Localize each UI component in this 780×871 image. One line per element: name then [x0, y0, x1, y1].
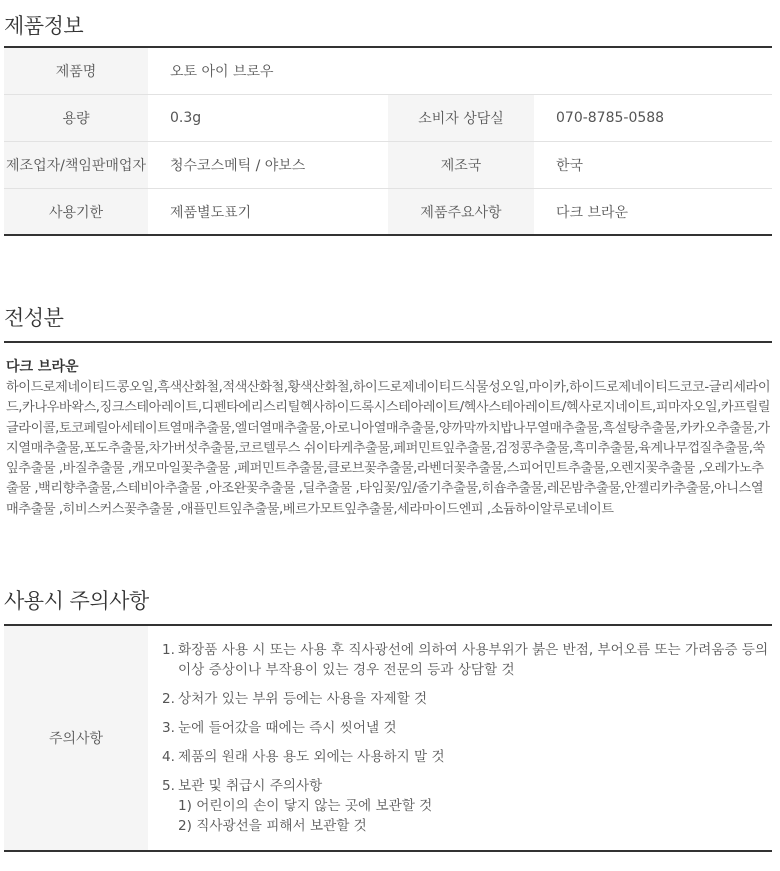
main-notes-label: 제품주요사항: [388, 189, 534, 236]
country-value: 한국: [534, 142, 772, 189]
caution-title: 사용시 주의사항: [4, 589, 149, 613]
main-notes-value: 다크 브라운: [534, 189, 772, 236]
list-item: [162, 640, 772, 680]
item-text: 상처가 있는 부위 등에는 사용을 자제할 것: [178, 691, 428, 707]
ingredients-subtitle: 다크 브라운: [6, 359, 79, 375]
table-row: [4, 95, 772, 142]
caution-list: [148, 626, 772, 850]
expiry-label: 사용기한: [4, 189, 148, 236]
item-number: 3.: [162, 720, 175, 736]
item-number: 2.: [162, 691, 175, 707]
table-row: [4, 48, 772, 95]
item-text: 보관 및 취급시 주의사항: [178, 778, 323, 794]
item-number: 4.: [162, 749, 175, 765]
product-info-title: 제품정보: [4, 14, 84, 38]
sub-item: 2) 직사광선을 피해서 보관할 것: [178, 818, 367, 834]
caution-table: [4, 626, 772, 852]
customer-service-value: 070-8785-0588: [534, 95, 772, 142]
customer-service-label: 소비자 상담실: [388, 95, 534, 142]
list-item: [162, 776, 772, 836]
manufacturer-label: 제조업자/책임판매업자: [4, 142, 148, 189]
item-text: 눈에 들어갔을 때에는 즉시 씻어낼 것: [178, 720, 397, 736]
list-item: [162, 747, 772, 767]
volume-label: 용량: [4, 95, 148, 142]
item-number: 1.: [162, 642, 175, 658]
item-text: 제품의 원래 사용 용도 외에는 사용하지 말 것: [178, 749, 445, 765]
product-info-table: [4, 48, 772, 236]
product-name-label: 제품명: [4, 48, 148, 95]
product-name-value: 오토 아이 브로우: [148, 48, 772, 95]
table-row: [4, 189, 772, 236]
table-row: [4, 142, 772, 189]
list-item: [162, 689, 772, 709]
ingredients-text: 하이드로제네이티드콩오일,흑색산화철,적색산화철,황색산화철,하이드로제네이티드식물성오일,마이카,하이드로제네이티드코코-글리세라이드,카나우바왁스,징크스테아레이트,디펜타에리스리틸헥사하이드록시스테아레이트/헥사스테아레이트/헥사로지네이트,피마자오일,카프릴릴글라이콜,토코페릴아세테이트열매추출물,엘더열매추출물,아로니아열매추출물,양까막까치밥나무열매추출물,흑설탕추출물,카카오추출물,가지열매추출물,포도추출물,차가버섯추출물,코르텔루스 쉬이타케추출물,페퍼민트잎추출물,검정콩추출물,흑미추출물,육계나무껍질추출물,쑥잎추출물 ,바질추출물 ,캐모마일꽃추출물 ,페퍼민트추출물,클로브꽃추출물,라벤더꽃추출물,스피어민트추출물,오렌지꽃추출물 ,오레가노추출물 ,백리향추출물,스테비아추출물 ,아조완꽃추출물 ,딜추출물 ,타임꽃/잎/줄기추출물,히숍추출물,레몬밤추출물,안젤리카추출물,아니스열매추출물 ,히비스커스꽃추출물 ,애플민트잎추출물,베르가모트잎추출물,세라마이드엔피 ,소듐하이알루로네이트: [6, 380, 771, 517]
item-number: 5.: [162, 778, 175, 794]
caution-label: 주의사항: [4, 626, 148, 850]
item-text: 화장품 사용 시 또는 사용 후 직사광선에 의하여 사용부위가 붉은 반점, 부어오름 또는 가려움증 등의: [178, 642, 769, 658]
ingredients-rule: [4, 341, 772, 343]
list-item: [162, 718, 772, 738]
ingredients-title: 전성분: [4, 306, 64, 330]
country-label: 제조국: [388, 142, 534, 189]
sub-item: 1) 어린이의 손이 닿지 않는 곳에 보관할 것: [178, 798, 433, 814]
expiry-value: 제품별도표기: [148, 189, 388, 236]
volume-value: 0.3g: [148, 95, 388, 142]
manufacturer-value: 청수코스메틱 / 야보스: [148, 142, 388, 189]
item-continuation: 이상 증상이나 부작용이 있는 경우 전문의 등과 상담할 것: [178, 662, 515, 678]
